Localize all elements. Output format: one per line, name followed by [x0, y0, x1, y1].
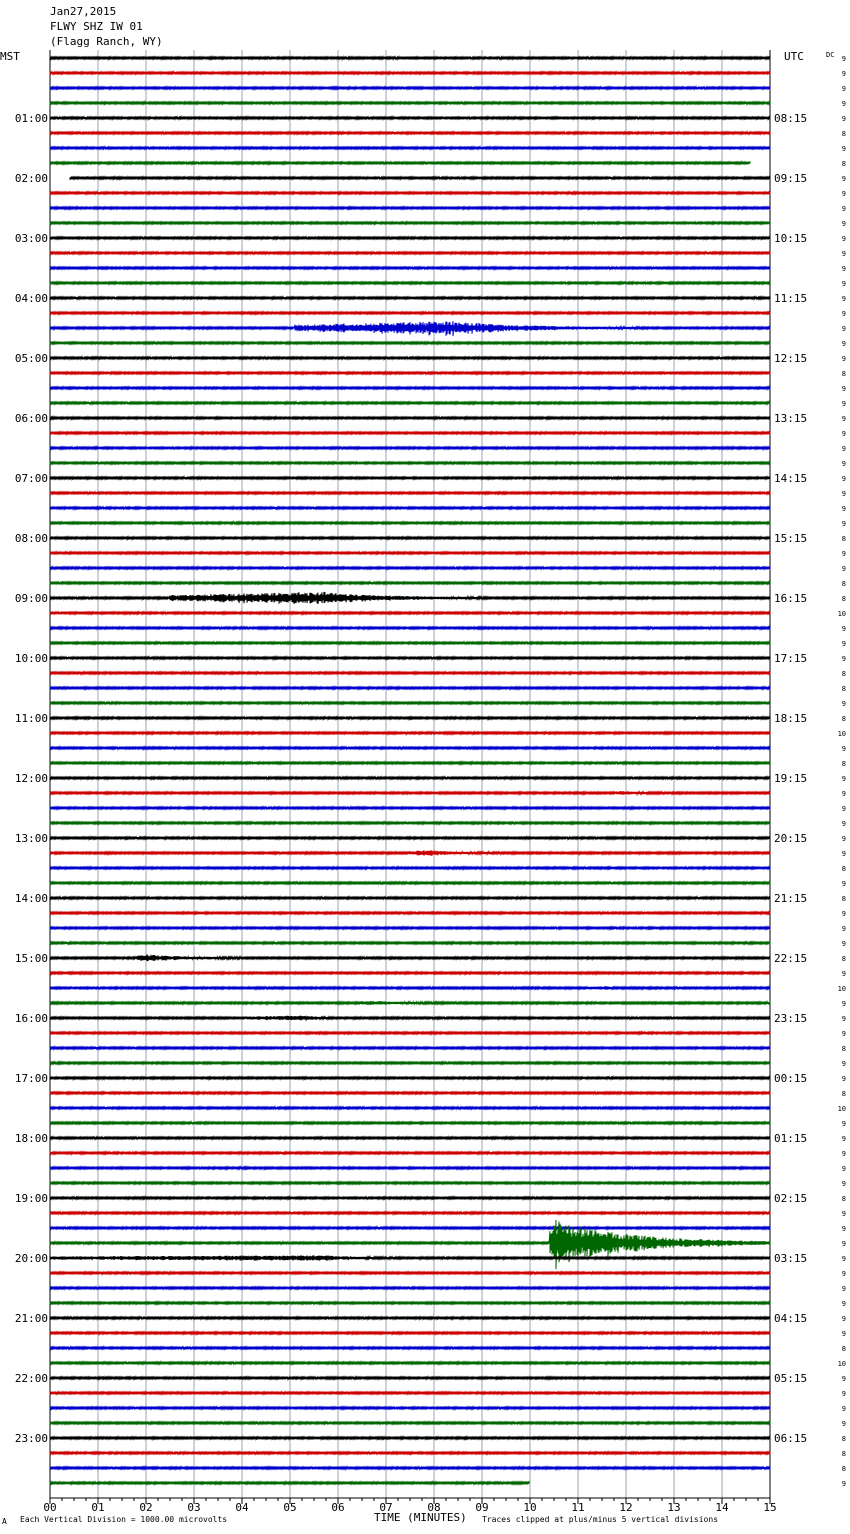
dc-offset-label: 9: [841, 325, 846, 333]
mst-hour-label: 17:00: [14, 1072, 48, 1085]
trace-line: [50, 927, 770, 929]
trace-line: [50, 1032, 770, 1034]
trace-line: [50, 552, 770, 554]
dc-offset-label: 9: [841, 1210, 846, 1218]
mst-hour-label: 13:00: [14, 832, 48, 845]
dc-offset-label: 9: [841, 1300, 846, 1308]
dc-offset-label: 9: [841, 385, 846, 393]
mst-hour-label: 07:00: [14, 472, 48, 485]
trace-line: [50, 897, 770, 899]
trace-line: [50, 582, 770, 584]
dc-offset-label: 9: [841, 805, 846, 813]
x-tick-label: 06: [331, 1501, 345, 1514]
trace-line: [50, 282, 770, 284]
dc-offset-label: 9: [841, 415, 846, 423]
trace-line: [50, 57, 770, 59]
trace-line: [50, 822, 770, 824]
dc-offset-label: 9: [841, 445, 846, 453]
dc-offset-label: 9: [841, 400, 846, 408]
trace-line: [50, 1272, 770, 1274]
x-tick-label: 11: [571, 1501, 585, 1514]
dc-offset-label: 9: [841, 235, 846, 243]
trace-line: [50, 357, 770, 359]
dc-offset-label: 8: [841, 715, 846, 723]
trace-line: [50, 1287, 770, 1289]
dc-offset-label: 8: [841, 535, 846, 543]
dc-offset-label: 10: [837, 1105, 846, 1113]
dc-offset-label: 9: [841, 505, 846, 513]
x-tick-label: 05: [283, 1501, 297, 1514]
trace-line: [50, 537, 770, 539]
dc-offset-label: 9: [841, 430, 846, 438]
left-axis-label: MST: [0, 50, 20, 63]
trace-line: [50, 1001, 770, 1005]
trace-line: [50, 192, 770, 194]
mst-hour-label: 08:00: [14, 532, 48, 545]
trace-line: [50, 1092, 770, 1094]
trace-line: [50, 1482, 529, 1484]
dc-offset-label: 8: [841, 955, 846, 963]
dc-offset-label: 9: [841, 1015, 846, 1023]
utc-hour-label: 04:15: [774, 1312, 808, 1325]
utc-hour-label: 14:15: [774, 472, 808, 485]
dc-offset-label: 9: [841, 910, 846, 918]
dc-offset-label: 9: [841, 1405, 846, 1413]
trace-line: [50, 1062, 770, 1064]
trace-line: [50, 912, 770, 914]
trace-line: [50, 87, 770, 89]
dc-offset-label: 9: [841, 850, 846, 858]
trace-line: [50, 237, 770, 239]
trace-line: [50, 1302, 770, 1304]
mst-hour-label: 05:00: [14, 352, 48, 365]
utc-hour-label: 09:15: [774, 172, 808, 185]
dc-offset-label: 8: [841, 1465, 846, 1473]
dc-offset-label: 9: [841, 70, 846, 78]
trace-line: [50, 807, 770, 809]
dc-offset-label: 8: [841, 865, 846, 873]
dc-offset-label: 9: [841, 790, 846, 798]
trace-line: [50, 1362, 770, 1364]
trace-line: [50, 207, 770, 209]
mst-hour-label: 10:00: [14, 652, 48, 665]
dc-offset-label: 9: [841, 925, 846, 933]
dc-offset-label: 8: [841, 760, 846, 768]
dc-offset-label: 8: [841, 1090, 846, 1098]
dc-offset-label: 8: [841, 685, 846, 693]
corner-mark: A: [2, 1517, 7, 1526]
trace-line: [50, 417, 770, 419]
dc-offset-label: 9: [841, 265, 846, 273]
utc-hour-label: 08:15: [774, 112, 808, 125]
trace-line: [50, 267, 770, 269]
trace-line: [50, 1137, 770, 1139]
trace-line: [50, 986, 770, 990]
trace-line: [50, 777, 770, 779]
trace-line: [50, 612, 770, 614]
dc-offset-label: 9: [841, 1375, 846, 1383]
dc-offset-label: 9: [841, 1075, 846, 1083]
dc-offset-label: 8: [841, 670, 846, 678]
dc-offset-label: 10: [837, 610, 846, 618]
utc-hour-label: 05:15: [774, 1372, 808, 1385]
dc-offset-label: 9: [841, 1240, 846, 1248]
dc-offset-label: 8: [841, 1450, 846, 1458]
x-tick-label: 10: [523, 1501, 537, 1514]
trace-line: [50, 1167, 770, 1169]
trace-line: [50, 867, 770, 869]
trace-line: [50, 342, 770, 344]
dc-offset-label: 9: [841, 880, 846, 888]
trace-line: [50, 955, 770, 962]
dc-offset-label: 9: [841, 520, 846, 528]
mst-hour-label: 18:00: [14, 1132, 48, 1145]
dc-offset-label: 8: [841, 1045, 846, 1053]
trace-line: [50, 882, 770, 884]
dc-offset-label: 9: [841, 745, 846, 753]
mst-hour-label: 01:00: [14, 112, 48, 125]
dc-offset-label: 9: [841, 475, 846, 483]
dc-offset-label: 9: [841, 1165, 846, 1173]
utc-hour-label: 15:15: [774, 532, 808, 545]
mst-hour-label: 04:00: [14, 292, 48, 305]
trace-line: [50, 132, 770, 134]
station-code: FLWY SHZ IW 01: [50, 20, 143, 33]
mst-hour-label: 21:00: [14, 1312, 48, 1325]
trace-line: [50, 492, 770, 494]
mst-hour-label: 06:00: [14, 412, 48, 425]
utc-hour-label: 22:15: [774, 952, 808, 965]
mst-hour-label: 09:00: [14, 592, 48, 605]
x-tick-label: 03: [187, 1501, 201, 1514]
trace-line: [50, 522, 770, 524]
dc-offset-label: 9: [841, 490, 846, 498]
trace-line: [50, 432, 770, 434]
mst-hour-label: 23:00: [14, 1432, 48, 1445]
dc-offset-label: 9: [841, 55, 846, 63]
dc-offset-label: 10: [837, 1360, 846, 1368]
trace-line: [50, 1437, 770, 1439]
utc-hour-label: 12:15: [774, 352, 808, 365]
trace-line: [50, 702, 770, 704]
x-tick-label: 14: [715, 1501, 729, 1514]
utc-hour-label: 11:15: [774, 292, 808, 305]
dc-offset-label: 8: [841, 1345, 846, 1353]
x-tick-label: 08: [427, 1501, 441, 1514]
dc-offset-label: 9: [841, 310, 846, 318]
x-tick-label: 07: [379, 1501, 393, 1514]
x-tick-label: 04: [235, 1501, 249, 1514]
trace-line: [50, 762, 770, 764]
dc-offset-label: 9: [841, 835, 846, 843]
dc-offset-label: 8: [841, 1195, 846, 1203]
dc-offset-label: 9: [841, 1285, 846, 1293]
dc-offset-label: 9: [841, 775, 846, 783]
trace-line: [50, 567, 770, 569]
utc-hour-label: 01:15: [774, 1132, 808, 1145]
trace-line: [50, 477, 770, 479]
dc-offset-label: 9: [841, 1270, 846, 1278]
utc-hour-label: 02:15: [774, 1192, 808, 1205]
trace-line: [50, 1152, 770, 1154]
dc-offset-label: 9: [841, 700, 846, 708]
trace-line: [50, 747, 770, 749]
trace-line: [50, 447, 770, 449]
trace-line: [50, 1452, 770, 1454]
dc-offset-label: 9: [841, 175, 846, 183]
dc-offset-label: 9: [841, 655, 846, 663]
dc-offset-label: 8: [841, 130, 846, 138]
trace-line: [50, 592, 770, 604]
x-tick-label: 02: [139, 1501, 153, 1514]
dc-offset-label: 9: [841, 1180, 846, 1188]
trace-line: [50, 1467, 770, 1469]
dc-offset-label: 9: [841, 85, 846, 93]
utc-hour-label: 20:15: [774, 832, 808, 845]
dc-offset-label: 10: [837, 985, 846, 993]
mst-hour-label: 02:00: [14, 172, 48, 185]
utc-hour-label: 19:15: [774, 772, 808, 785]
dc-offset-label: 9: [841, 1330, 846, 1338]
dc-offset-label: 9: [841, 1225, 846, 1233]
dc-offset-label: 9: [841, 820, 846, 828]
utc-hour-label: 21:15: [774, 892, 808, 905]
trace-line: [50, 372, 770, 374]
mst-hour-label: 15:00: [14, 952, 48, 965]
trace-line: [50, 687, 770, 689]
trace-line: [50, 1197, 770, 1199]
trace-line: [50, 402, 770, 404]
trace-line: [50, 1016, 770, 1021]
dc-offset-label: 9: [841, 1150, 846, 1158]
trace-line: [50, 1122, 770, 1124]
dc-offset-label: 9: [841, 640, 846, 648]
dc-offset-label: 9: [841, 1120, 846, 1128]
dc-label: DC: [826, 51, 835, 59]
mst-hour-label: 14:00: [14, 892, 48, 905]
trace-line: [50, 1107, 770, 1109]
dc-offset-label: 9: [841, 1060, 846, 1068]
trace-line: [50, 222, 770, 224]
right-axis-label: UTC: [784, 50, 804, 63]
dc-offset-label: 9: [841, 205, 846, 213]
dc-offset-label: 9: [841, 190, 846, 198]
trace-line: [50, 717, 770, 719]
trace-line: [50, 1317, 770, 1319]
trace-line: [50, 102, 770, 104]
dc-offset-label: 9: [841, 1315, 846, 1323]
mst-hour-label: 12:00: [14, 772, 48, 785]
trace-line: [50, 850, 770, 856]
trace-line: [50, 252, 770, 254]
dc-offset-label: 8: [841, 595, 846, 603]
trace-line: [50, 627, 770, 629]
dc-offset-label: 8: [841, 1435, 846, 1443]
trace-line: [50, 837, 770, 839]
mst-hour-label: 20:00: [14, 1252, 48, 1265]
utc-hour-label: 06:15: [774, 1432, 808, 1445]
trace-line: [50, 72, 770, 74]
trace-line: [50, 297, 770, 299]
trace-line: [50, 507, 770, 509]
trace-line: [50, 147, 770, 149]
mst-hour-label: 03:00: [14, 232, 48, 245]
dc-offset-label: 9: [841, 250, 846, 258]
trace-line: [50, 1407, 770, 1409]
x-tick-label: 00: [43, 1501, 57, 1514]
trace-line: [50, 791, 770, 795]
trace-line: [50, 1255, 770, 1260]
x-tick-label: 12: [619, 1501, 633, 1514]
dc-offset-label: 9: [841, 940, 846, 948]
utc-hour-label: 17:15: [774, 652, 808, 665]
dc-offset-label: 10: [837, 730, 846, 738]
dc-offset-label: 9: [841, 340, 846, 348]
mst-hour-label: 16:00: [14, 1012, 48, 1025]
trace-line: [50, 1047, 770, 1049]
trace-line: [50, 1212, 770, 1214]
x-tick-label: 13: [667, 1501, 681, 1514]
x-tick-label: 15: [763, 1501, 777, 1514]
trace-line: [50, 642, 770, 644]
trace-line: [50, 1332, 770, 1334]
dc-offset-label: 9: [841, 970, 846, 978]
dc-offset-label: 9: [841, 280, 846, 288]
trace-line: [50, 1422, 770, 1424]
scale-note: Each Vertical Division = 1000.00 microvolts: [20, 1515, 228, 1524]
clip-note: Traces clipped at plus/minus 5 vertical divisions: [482, 1515, 719, 1524]
x-tick-label: 09: [475, 1501, 489, 1514]
dc-offset-label: 9: [841, 1420, 846, 1428]
dc-offset-label: 8: [841, 160, 846, 168]
mst-hour-label: 11:00: [14, 712, 48, 725]
trace-line: [50, 942, 770, 944]
dc-offset-label: 8: [841, 895, 846, 903]
dc-offset-label: 9: [841, 1030, 846, 1038]
plot-date: Jan27,2015: [50, 5, 117, 18]
dc-offset-label: 9: [841, 1480, 846, 1488]
trace-line: [50, 387, 770, 389]
utc-hour-label: 13:15: [774, 412, 808, 425]
trace-line: [50, 1227, 770, 1229]
trace-line: [50, 732, 770, 734]
station-location: (Flagg Ranch, WY): [50, 35, 163, 48]
trace-line: [50, 1377, 770, 1379]
dc-offset-label: 9: [841, 565, 846, 573]
trace-line: [50, 162, 750, 164]
trace-line: [50, 321, 770, 336]
dc-offset-label: 8: [841, 370, 846, 378]
dc-offset-label: 9: [841, 1255, 846, 1263]
dc-offset-label: 9: [841, 295, 846, 303]
dc-offset-label: 9: [841, 1135, 846, 1143]
dc-offset-label: 9: [841, 220, 846, 228]
dc-offset-label: 9: [841, 550, 846, 558]
utc-hour-label: 16:15: [774, 592, 808, 605]
dc-offset-label: 9: [841, 115, 846, 123]
trace-line: [50, 312, 770, 314]
x-axis-title: TIME (MINUTES): [374, 1511, 467, 1524]
dc-offset-label: 9: [841, 1390, 846, 1398]
utc-hour-label: 10:15: [774, 232, 808, 245]
utc-hour-label: 03:15: [774, 1252, 808, 1265]
dc-offset-label: 9: [841, 355, 846, 363]
trace-line: [50, 1347, 770, 1349]
trace-line: [50, 672, 770, 674]
trace-line: [70, 177, 770, 179]
dc-offset-label: 9: [841, 625, 846, 633]
utc-hour-label: 00:15: [774, 1072, 808, 1085]
dc-offset-label: 8: [841, 580, 846, 588]
mst-hour-label: 22:00: [14, 1372, 48, 1385]
trace-line: [50, 1077, 770, 1079]
trace-line: [50, 462, 770, 464]
trace-line: [50, 1182, 770, 1184]
dc-offset-label: 9: [841, 145, 846, 153]
trace-line: [50, 117, 770, 119]
trace-line: [50, 657, 770, 659]
dc-offset-label: 9: [841, 1000, 846, 1008]
mst-hour-label: 19:00: [14, 1192, 48, 1205]
utc-hour-label: 23:15: [774, 1012, 808, 1025]
trace-line: [50, 972, 770, 974]
dc-offset-label: 9: [841, 460, 846, 468]
dc-offset-label: 9: [841, 100, 846, 108]
utc-hour-label: 18:15: [774, 712, 808, 725]
x-tick-label: 01: [91, 1501, 105, 1514]
trace-line: [50, 1392, 770, 1394]
